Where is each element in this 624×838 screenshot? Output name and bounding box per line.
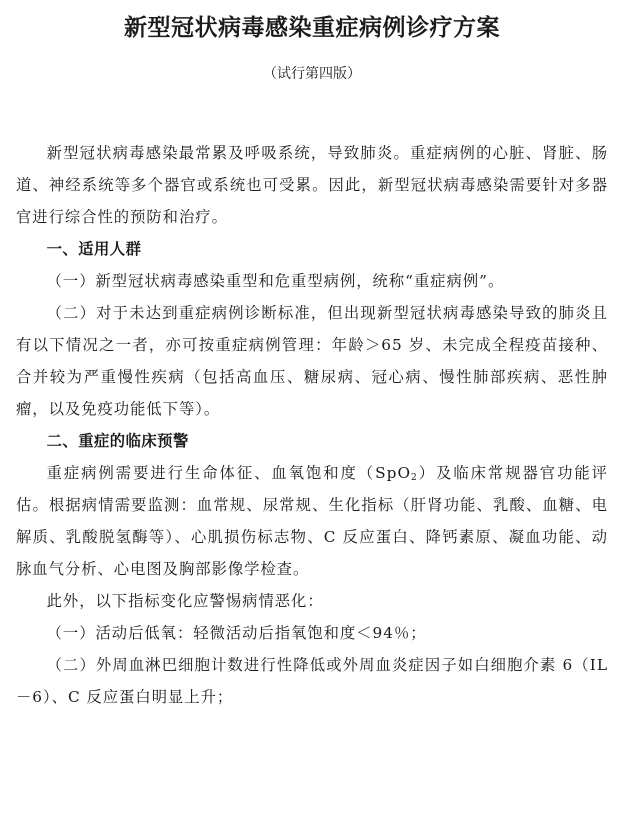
monitoring-text-part1: 重症病例需要进行生命体征、血氧饱和度（SpO — [46, 464, 411, 482]
section-heading-clinical-warning: 二、重症的临床预警 — [46, 432, 189, 450]
list-item: （二）外周血淋巴细胞计数进行性降低或外周血炎症因子如白细胞介素 6（IL－6）、C 反应蛋白明显上升； — [16, 656, 608, 706]
document-subtitle: （试行第四版） — [263, 66, 361, 82]
list-item: （一）活动后低氧：轻微活动后指氧饱和度＜94％； — [46, 624, 427, 642]
list-item: （二）对于未达到重症病例诊断标准，但出现新型冠状病毒感染导致的肺炎且有以下情况之一者，亦可按重症病例管理：年龄＞65 岁、未完成全程疫苗接种、合并较为严重慢性疾病（包括高血压、糖尿病、冠心病、慢性肺部疾病、恶性肿瘤，以及免疫功能低下等）。 — [16, 304, 608, 418]
monitoring-paragraph — [16, 457, 608, 585]
monitoring-text-part2: ）及临床常规器官功能评估。根据病情需要监测：血常规、尿常规、生化指标（肝肾功能、乳酸、血糖、电解质、乳酸脱氢酶等）、心肌损伤标志物、C 反应蛋白、降钙素原、凝血功能、动脉血气分析、心电图及胸部影像学检查。 — [16, 464, 608, 578]
document-body — [16, 137, 608, 713]
spo2-subscript: 2 — [411, 473, 418, 483]
document-title: 新型冠状病毒感染重症病例诊疗方案 — [124, 15, 500, 41]
intro-paragraph: 新型冠状病毒感染最常累及呼吸系统，导致肺炎。重症病例的心脏、肾脏、肠道、神经系统等多个器官或系统也可受累。因此，新型冠状病毒感染需要针对多器官进行综合性的预防和治疗。 — [16, 144, 608, 226]
warning-intro-paragraph: 此外，以下指标变化应警惕病情恶化： — [46, 592, 324, 610]
list-item: （一）新型冠状病毒感染重型和危重型病例，统称“重症病例”。 — [46, 272, 505, 290]
section-heading-applicable-population: 一、适用人群 — [46, 240, 142, 258]
